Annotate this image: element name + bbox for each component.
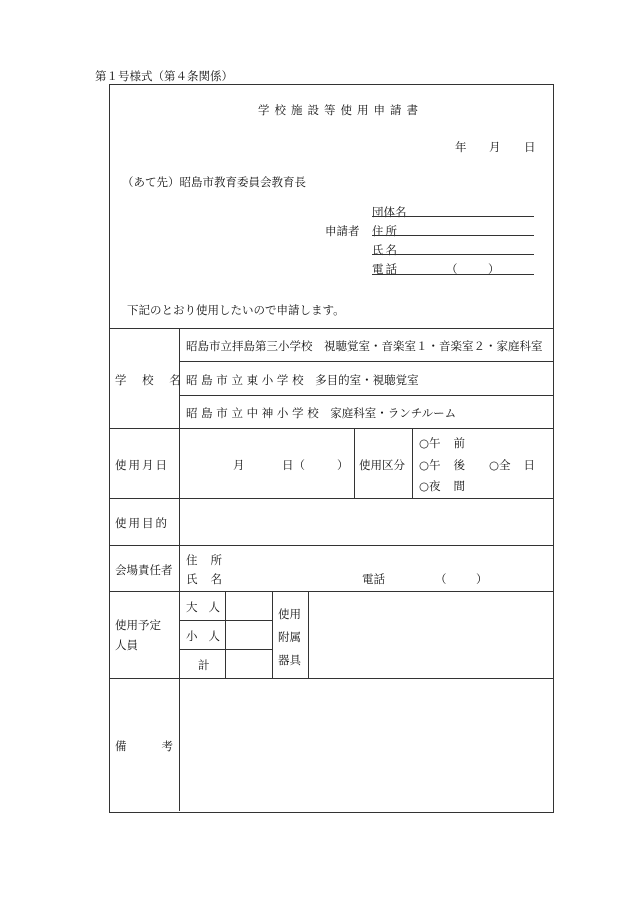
category-options-line xyxy=(412,428,413,498)
applicant-phone-close: ） xyxy=(488,262,500,276)
applicant-phone-field[interactable] xyxy=(372,274,534,275)
applicant-name-field[interactable] xyxy=(372,254,534,255)
child-count-field[interactable] xyxy=(227,622,271,648)
responsible-phone-close: ） xyxy=(476,572,488,586)
remarks-field[interactable] xyxy=(182,682,550,808)
date-year-label: 年 xyxy=(455,140,467,154)
table-top-line xyxy=(109,328,553,329)
usage-month-label: 月 xyxy=(233,458,245,472)
purpose-label: 使用目的 xyxy=(115,516,169,530)
responsible-phone-open: （ xyxy=(435,572,447,586)
label-column-line xyxy=(179,328,180,811)
attendee-count-line xyxy=(225,591,226,678)
school-row-nakagami[interactable]: 昭 島 市 立 中 神 小 学 校 家庭科室・ランチルーム xyxy=(186,406,457,420)
school-row-higashi[interactable]: 昭 島 市 立 東 小 学 校 多目的室・視聴覚室 xyxy=(186,373,419,387)
option-afternoon[interactable]: ○午 後 xyxy=(419,458,465,472)
school-row-divider-1 xyxy=(179,361,553,362)
adult-count-field[interactable] xyxy=(227,593,271,619)
purpose-bottom-line xyxy=(109,545,553,546)
attendees-label-bottom: 人員 xyxy=(115,638,138,652)
date-category-line xyxy=(354,428,355,498)
school-row-divider-2 xyxy=(179,395,553,396)
responsible-label: 会場責任者 xyxy=(115,563,173,577)
group-name-label: 団体名 xyxy=(372,205,407,219)
date-bottom-line xyxy=(109,498,553,499)
responsible-bottom-line xyxy=(109,591,553,592)
school-label: 学 校 名 xyxy=(115,373,187,387)
option-night[interactable]: ○夜 間 xyxy=(419,479,465,493)
equipment-field[interactable] xyxy=(311,594,549,676)
total-count-field[interactable] xyxy=(227,651,271,677)
option-morning[interactable]: ○午 前 xyxy=(419,436,465,450)
child-label: 小 人 xyxy=(186,629,220,643)
responsible-phone-label: 電話 xyxy=(362,572,385,586)
applicant-address-label: 住 所 xyxy=(372,224,397,238)
statement: 下記のとおり使用したいので申請します。 xyxy=(127,303,345,317)
date-day-label: 日 xyxy=(524,140,536,154)
date-month-label: 月 xyxy=(489,140,501,154)
attendees-label-top: 使用予定 xyxy=(115,618,161,632)
equipment-label-3: 器具 xyxy=(278,653,301,667)
school-bottom-line xyxy=(109,428,553,429)
equipment-label-1: 使用 xyxy=(278,607,301,621)
usage-day-close: ） xyxy=(337,458,349,472)
adult-label: 大 人 xyxy=(186,600,220,614)
form-number: 第１号様式（第４条関係） xyxy=(95,69,233,83)
attendee-bottom-line xyxy=(109,678,553,679)
total-label: 計 xyxy=(198,658,210,672)
remarks-label: 備 考 xyxy=(115,739,173,753)
option-all-day[interactable]: ○全 日 xyxy=(489,458,535,472)
equipment-label-line-right xyxy=(308,591,309,678)
usage-category-label: 使用区分 xyxy=(359,458,405,472)
usage-day-label: 日（ xyxy=(282,458,305,472)
equipment-label-2: 附属 xyxy=(278,630,301,644)
applicant-name-label: 氏 名 xyxy=(372,243,397,257)
group-name-field[interactable] xyxy=(372,216,534,217)
purpose-field[interactable] xyxy=(182,502,550,542)
applicant-label: 申請者 xyxy=(325,224,360,238)
applicant-phone-label: 電 話 xyxy=(372,262,397,276)
form-title: 学校施設等使用申請書 xyxy=(258,103,423,117)
school-row-haijima3[interactable]: 昭島市立拝島第三小学校 視聴覚室・音楽室１・音楽室２・家庭科室 xyxy=(186,339,543,353)
addressee: （あて先）昭島市教育委員会教育長 xyxy=(122,175,306,189)
responsible-name-label: 氏 名 xyxy=(186,572,222,586)
usage-date-label: 使用月日 xyxy=(115,458,169,472)
applicant-phone-open: （ xyxy=(446,262,458,276)
equipment-label-line-left xyxy=(272,591,273,678)
responsible-address-label: 住 所 xyxy=(186,553,222,567)
applicant-address-field[interactable] xyxy=(372,235,534,236)
